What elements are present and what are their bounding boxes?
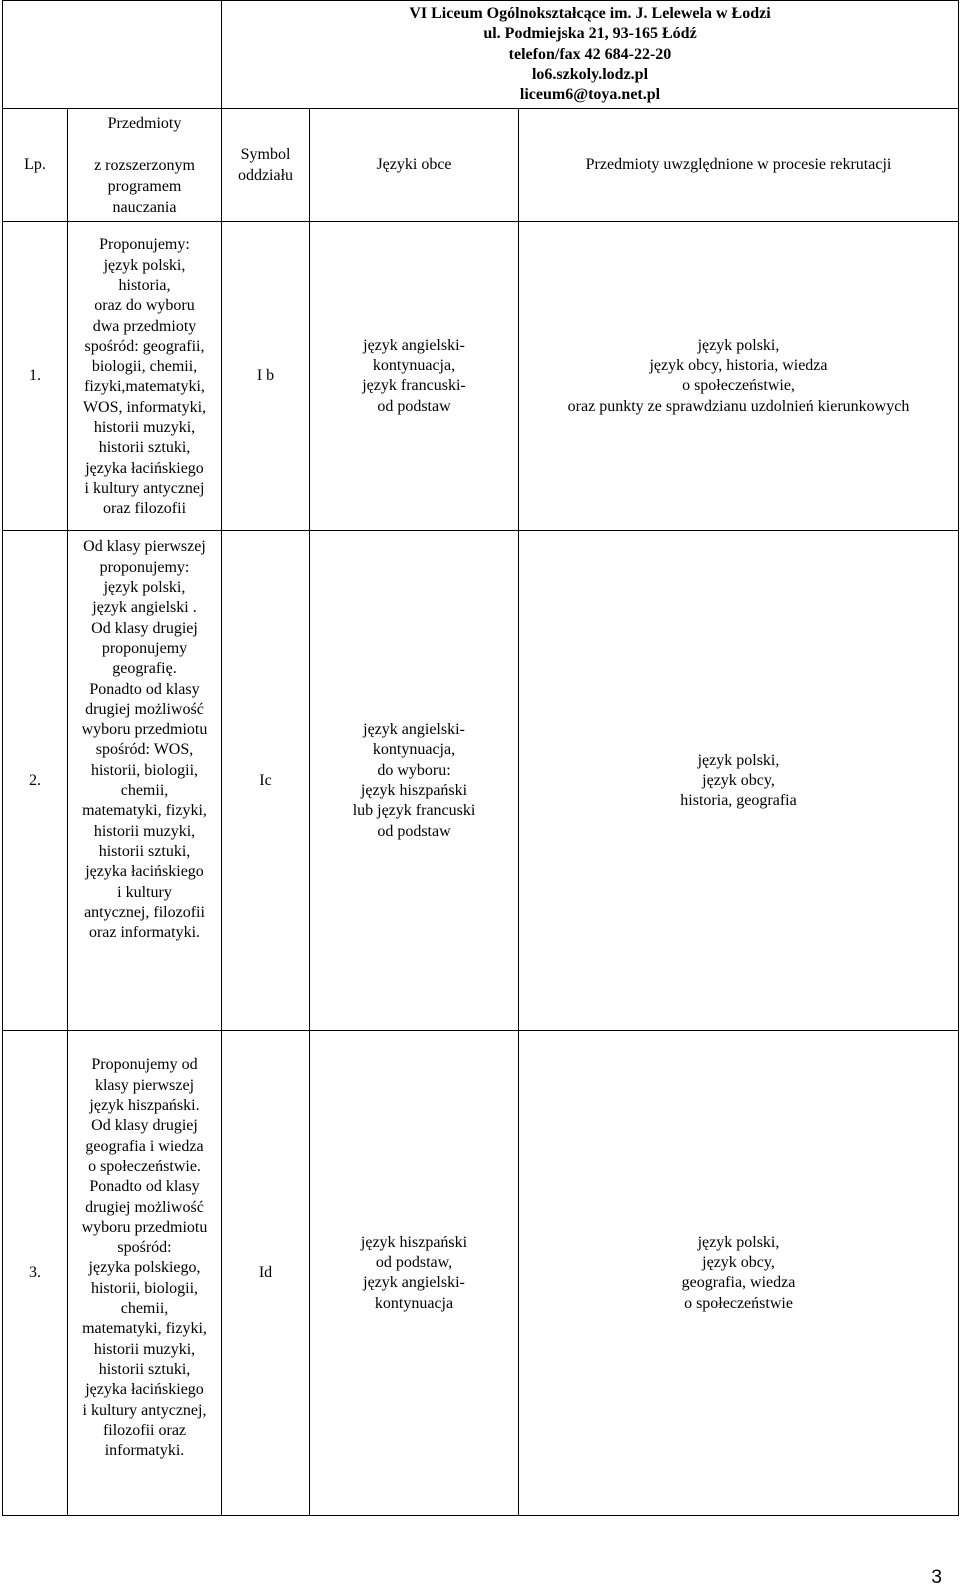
subject-line: oraz do wyboru <box>94 297 195 315</box>
header-symbol-line: Symbol <box>240 146 291 164</box>
subject-line: klasy pierwszej <box>94 1076 195 1094</box>
subject-line: geografię. <box>112 660 177 678</box>
subject-line: historii muzyki, <box>93 1340 196 1358</box>
recruitment-line: język polski, <box>697 751 780 769</box>
class-symbol: Ic <box>222 531 310 1031</box>
subject-line: biologii, chemii, <box>91 358 198 376</box>
subject-line: matematyki, fizyki, <box>82 1320 207 1338</box>
subject-line: dwa przedmioty <box>92 317 197 335</box>
subject-line: Proponujemy od <box>91 1056 198 1074</box>
subject-line: Od klasy pierwszej <box>83 538 206 556</box>
subject-line: historii sztuki, <box>98 439 191 457</box>
subject-line: Ponadto od klasy <box>89 680 200 698</box>
header-symbol-line: oddziału <box>237 167 294 185</box>
subject-line: spośród: geografii, <box>84 337 205 355</box>
school-website: lo6.szkoly.lodz.pl <box>531 65 649 83</box>
subject-line: język polski, <box>103 256 186 274</box>
class-symbol: Id <box>222 1031 310 1516</box>
recruitment-cell <box>519 531 959 1031</box>
subject-line: i kultury antycznej <box>84 479 205 497</box>
subjects-cell <box>68 1031 222 1516</box>
header-subjects-line: z rozszerzonym <box>94 156 195 174</box>
language-line: język angielski- <box>363 721 465 739</box>
recruitment-line: język obcy, historia, wiedza <box>649 357 828 375</box>
subject-line: Ponadto od klasy <box>89 1178 200 1196</box>
subject-line: historii, biologii, <box>90 1279 199 1297</box>
subject-line: historii sztuki, <box>98 842 191 860</box>
subject-line: oraz filozofii <box>102 500 187 518</box>
column-header-row <box>3 109 959 222</box>
language-line: kontynuacja, <box>372 741 456 759</box>
subject-line: język hiszpański. <box>89 1097 200 1115</box>
header-subjects-line: nauczania <box>112 198 177 216</box>
subject-line: języka łacińskiego <box>85 863 204 881</box>
recruitment-line: oraz punkty ze sprawdzianu uzdolnień kierunkowych <box>567 397 910 415</box>
recruitment-line: o społeczeństwie, <box>682 377 795 395</box>
recruitment-cell <box>519 1031 959 1516</box>
blank-header-cell <box>3 1 222 109</box>
language-line: język angielski- <box>363 1274 465 1292</box>
languages-cell <box>310 1031 519 1516</box>
subject-line: i kultury antycznej, <box>82 1401 207 1419</box>
subject-line: Od klasy drugiej <box>91 1117 198 1135</box>
subject-line: wyboru przedmiotu <box>81 721 208 739</box>
subject-line: geografia i wiedza <box>85 1137 204 1155</box>
subject-line: języka łacińskiego <box>85 459 204 477</box>
subject-line: Proponujemy: <box>99 236 190 254</box>
subject-line: język polski, <box>103 579 186 597</box>
subject-line: proponujemy: <box>99 558 190 576</box>
subject-line: spośród: WOS, <box>95 741 194 759</box>
subject-line: matematyki, fizyki, <box>82 802 207 820</box>
subject-line: języka łacińskiego <box>85 1381 204 1399</box>
recruitment-line: język polski, <box>697 336 780 354</box>
subject-line: antycznej, filozofii <box>84 903 205 921</box>
class-symbol: I b <box>222 222 310 531</box>
subject-line: drugiej możliwość <box>85 1198 204 1216</box>
languages-cell <box>310 531 519 1031</box>
recruitment-line: język polski, <box>697 1233 780 1251</box>
subject-line: WOS, informatyki, <box>82 398 207 416</box>
language-line: do wyboru: <box>377 761 451 779</box>
subject-line: historia, <box>118 277 171 294</box>
subject-line: historii muzyki, <box>93 419 196 437</box>
header-subjects-line: Przedmioty <box>107 114 182 132</box>
school-street: ul. Podmiejska 21, 93-165 Łódź <box>483 25 697 43</box>
language-line: kontynuacja <box>374 1294 454 1312</box>
subject-line: historii muzyki, <box>93 822 196 840</box>
header-recruitment: Przedmioty uwzględnione w procesie rekrutacji <box>519 109 959 222</box>
recruitment-table <box>2 0 959 1516</box>
school-address-block <box>222 1 959 109</box>
subject-line: języka polskiego, <box>88 1259 201 1277</box>
language-line: kontynuacja, <box>372 357 456 375</box>
school-email: liceum6@toya.net.pl <box>519 86 661 104</box>
subject-line: historii sztuki, <box>98 1360 191 1378</box>
recruitment-line: język obcy, <box>702 771 775 789</box>
school-phone: telefon/fax 42 684-22-20 <box>508 45 672 63</box>
header-subjects <box>68 109 222 222</box>
table-row <box>3 531 959 1031</box>
subject-line: język angielski . <box>92 599 197 617</box>
subject-line: Od klasy drugiej <box>91 619 198 637</box>
subject-line: o społeczeństwie. <box>88 1157 201 1175</box>
subject-line: wyboru przedmiotu <box>81 1218 208 1236</box>
header-subjects-line <box>68 134 221 155</box>
header-symbol <box>222 109 310 222</box>
header-subjects-line: programem <box>107 177 182 195</box>
subject-line: oraz informatyki. <box>88 924 201 942</box>
recruitment-line: o społeczeństwie <box>684 1294 793 1312</box>
language-line: język hiszpański <box>360 781 468 799</box>
subject-line: proponujemy <box>101 639 188 657</box>
subject-line: informatyki. <box>104 1442 185 1460</box>
language-line: język hiszpański <box>360 1233 468 1251</box>
subject-line: chemii, <box>120 1300 169 1318</box>
language-line: język angielski- <box>363 336 465 354</box>
table-row <box>3 222 959 531</box>
subject-line: i kultury <box>117 883 172 901</box>
row-number: 2. <box>3 531 68 1031</box>
subject-line: spośród: <box>117 1239 172 1257</box>
language-line: od podstaw, <box>375 1254 453 1272</box>
page-number: 3 <box>931 1567 942 1588</box>
language-line: od podstaw <box>377 822 451 840</box>
recruitment-line: geografia, wiedza <box>681 1274 796 1292</box>
subjects-cell <box>68 222 222 531</box>
language-line: od podstaw <box>377 397 451 415</box>
school-name: VI Liceum Ogólnokształcące im. J. Lelewela w Łodzi <box>409 5 771 22</box>
subjects-cell <box>68 531 222 1031</box>
recruitment-cell <box>519 222 959 531</box>
header-languages: Języki obce <box>310 109 519 222</box>
language-line: lub język francuski <box>352 802 476 820</box>
recruitment-line: historia, geografia <box>680 792 797 810</box>
languages-cell <box>310 222 519 531</box>
recruitment-line: język obcy, <box>702 1254 775 1272</box>
row-number: 3. <box>3 1031 68 1516</box>
subject-line: drugiej możliwość <box>85 700 204 718</box>
table-row <box>3 1031 959 1516</box>
language-line: język francuski- <box>362 377 466 395</box>
row-number: 1. <box>3 222 68 531</box>
subject-line: historii, biologii, <box>90 761 199 779</box>
subject-line: chemii, <box>120 782 169 800</box>
subject-line: fizyki,matematyki, <box>84 378 205 396</box>
school-header-row <box>3 1 959 109</box>
subject-line: filozofii oraz <box>102 1421 187 1439</box>
header-lp: Lp. <box>3 109 68 222</box>
